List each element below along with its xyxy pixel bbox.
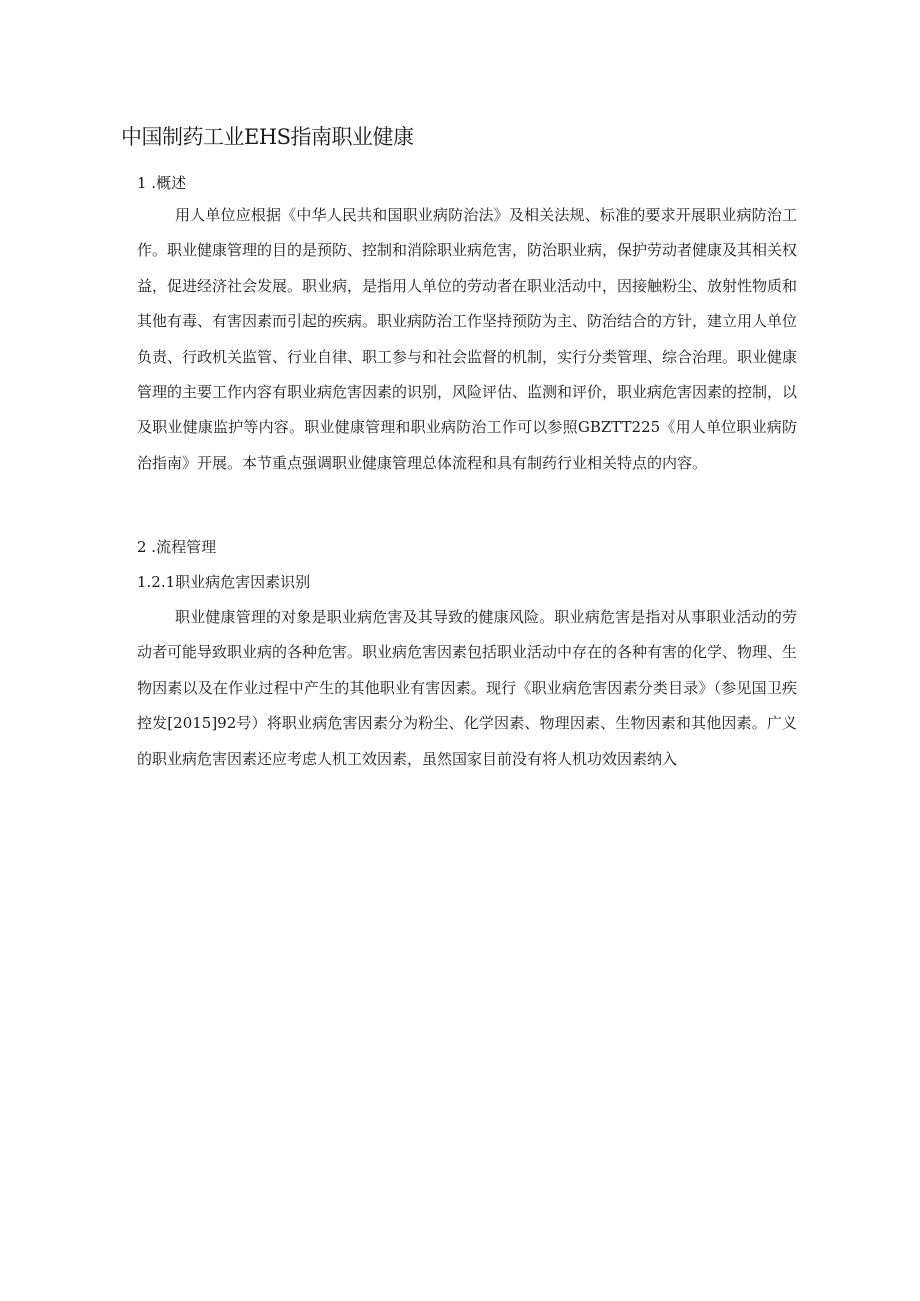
section-paragraph-hazard-identification: 职业健康管理的对象是职业病危害及其导致的健康风险。职业病危害是指对从事职业活动的劳动者可能导致职业病的各种危害。职业病危害因素包括职业活动中存在的各种有害的化学、物理、生物因素以及在作业过程中产生的其他职业有害因素。现行《职业病危害因素分类目录》（参见国卫疾控发[2015]92号）将职业病危害因素分为粉尘、化学因素、物理因素、生物因素和其他因素。广义的职业病危害因素还应考虑人机工效因素，虽然国家目前没有将人机功效因素纳入 (137, 608, 798, 768)
document-title: 中国制药工业EHS指南职业健康 (121, 125, 414, 149)
section-heading-process: 2 .流程管理 (137, 538, 217, 556)
section-heading-overview: 1 .概述 (137, 174, 187, 192)
section-paragraph-overview: 用人单位应根据《中华人民共和国职业病防治法》及相关法规、标准的要求开展职业病防治工作。职业健康管理的目的是预防、控制和消除职业病危害，防治职业病，保护劳动者健康及其相关权益，促进经济社会发展。职业病，是指用人单位的劳动者在职业活动中，因接触粉尘、放射性物质和其他有毒、有害因素而引起的疾病。职业病防治工作坚持预防为主、防治结合的方针，建立用人单位负责、行政机关监管、行业自律、职工参与和社会监督的机制，实行分类管理、综合治理。职业健康管理的主要工作内容有职业病危害因素的识别，风险评估、监测和评价，职业病危害因素的控制，以及职业健康监护等内容。职业健康管理和职业病防治工作可以参照GBZTT225《用人单位职业病防治指南》开展。本节重点强调职业健康管理总体流程和具有制药行业相关特点的内容。 (137, 206, 798, 472)
subsection-heading-hazard-identification: 1.2.1职业病危害因素识别 (137, 573, 311, 591)
